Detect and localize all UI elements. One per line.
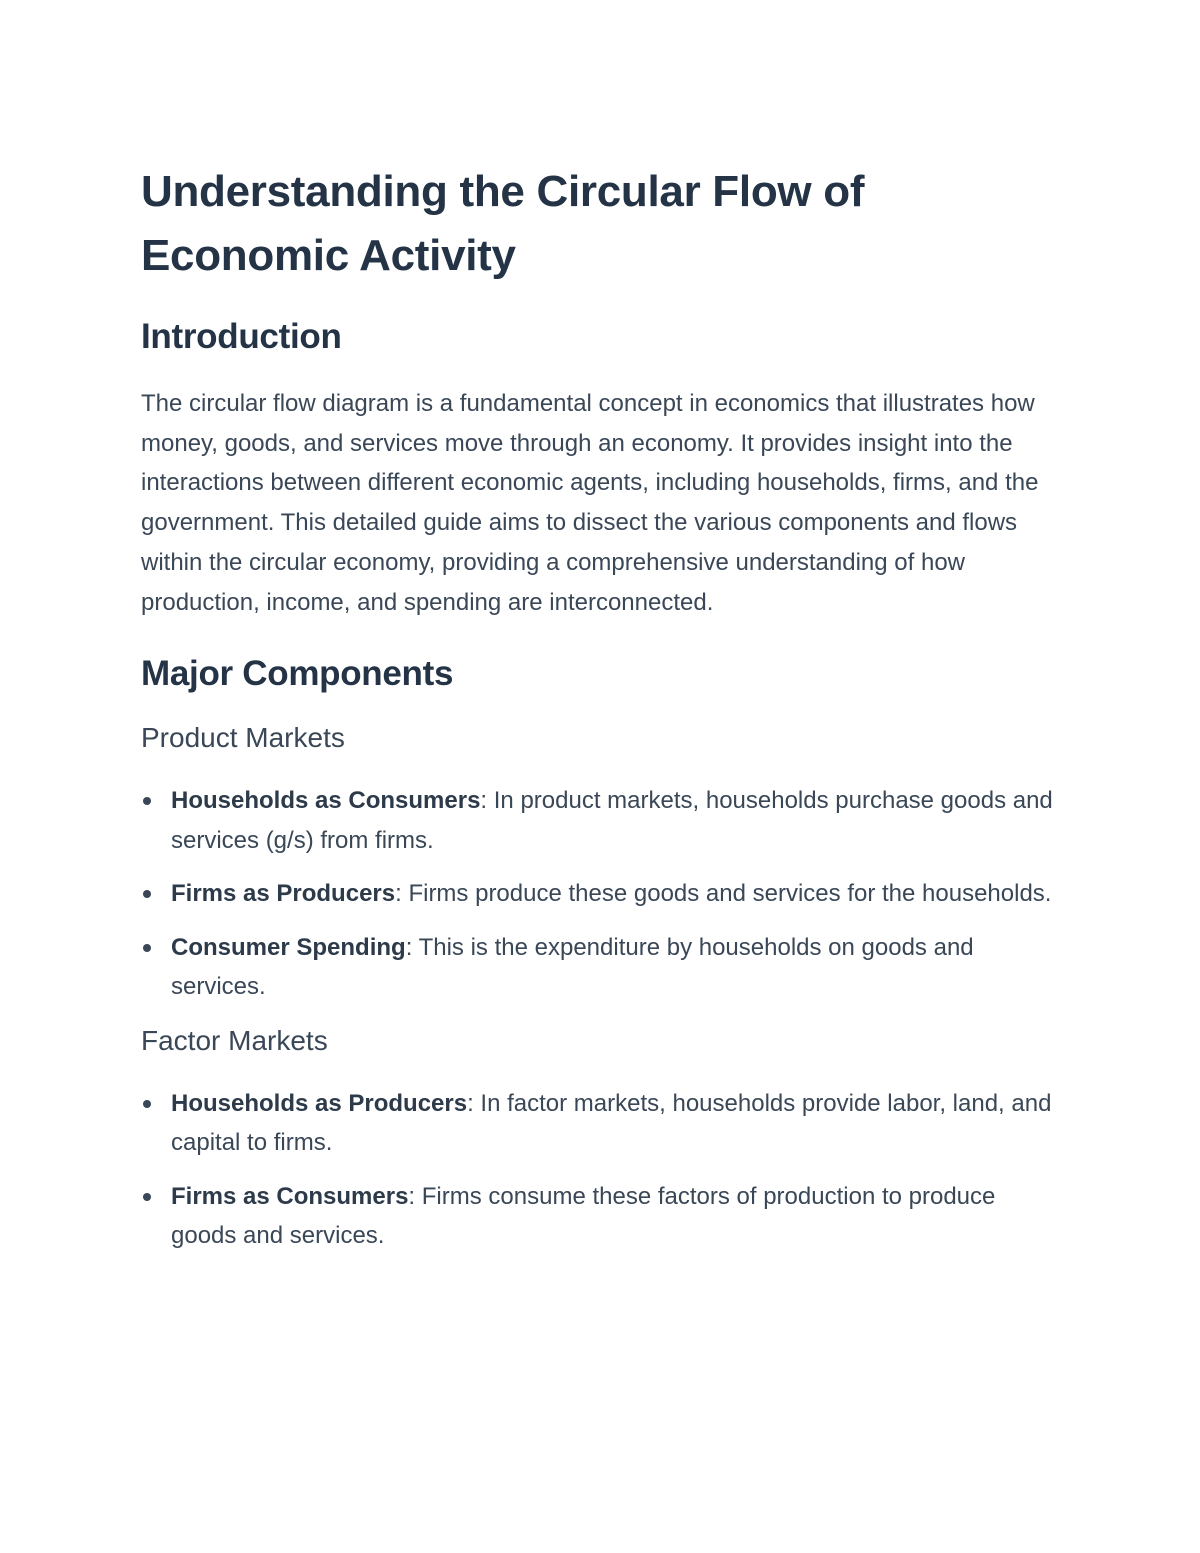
bullet-icon <box>143 944 151 952</box>
bullet-icon <box>143 1100 151 1108</box>
list-item <box>141 1177 1061 1256</box>
list-item <box>141 1084 1061 1163</box>
product-markets-heading: Product Markets <box>141 722 345 754</box>
list-item-text: : In product markets, households purchase goods and services (g/s) from firms. <box>171 787 1053 854</box>
list-item-term: Firms as Consumers <box>171 1182 409 1210</box>
document-page <box>141 160 1061 1256</box>
factor-markets-heading: Factor Markets <box>141 1024 328 1056</box>
introduction-heading: Introduction <box>141 317 342 356</box>
major-components-heading: Major Components <box>141 654 454 694</box>
list-item <box>141 928 1061 1007</box>
list-item-text: : Firms consume these factors of production to produce goods and services. <box>171 1182 996 1250</box>
factor-markets-list <box>141 1084 1061 1256</box>
list-item-term: Households as Producers <box>171 1089 468 1117</box>
list-item-term: Consumer Spending <box>171 933 406 961</box>
list-item-term: Households as Consumers <box>171 787 481 815</box>
list-item-text: : Firms produce these goods and services for the households. <box>395 880 1052 908</box>
introduction-paragraph: The circular flow diagram is a fundamental concept in economics that illustrates how money, goods, and services move through an economy. It provides insight into the interactions between different economic agents, including households, firms, and the government. This detailed guide aims to dissect the various components and flows within the circular economy, providing a comprehensive understanding of how production, income, and spending are interconnected. <box>141 390 1039 616</box>
bullet-icon <box>143 1193 151 1201</box>
document-title: Understanding the Circular Flow of Economic Activity <box>141 167 865 280</box>
product-markets-list <box>141 781 1061 1007</box>
bullet-icon <box>143 797 151 805</box>
list-item <box>141 874 1061 914</box>
bullet-icon <box>143 890 151 898</box>
list-item-text: : This is the expenditure by households on goods and services. <box>171 933 974 1001</box>
list-item-term: Firms as Producers <box>171 880 396 908</box>
list-item <box>141 781 1061 860</box>
list-item-text: : In factor markets, households provide labor, land, and capital to firms. <box>171 1089 1052 1157</box>
